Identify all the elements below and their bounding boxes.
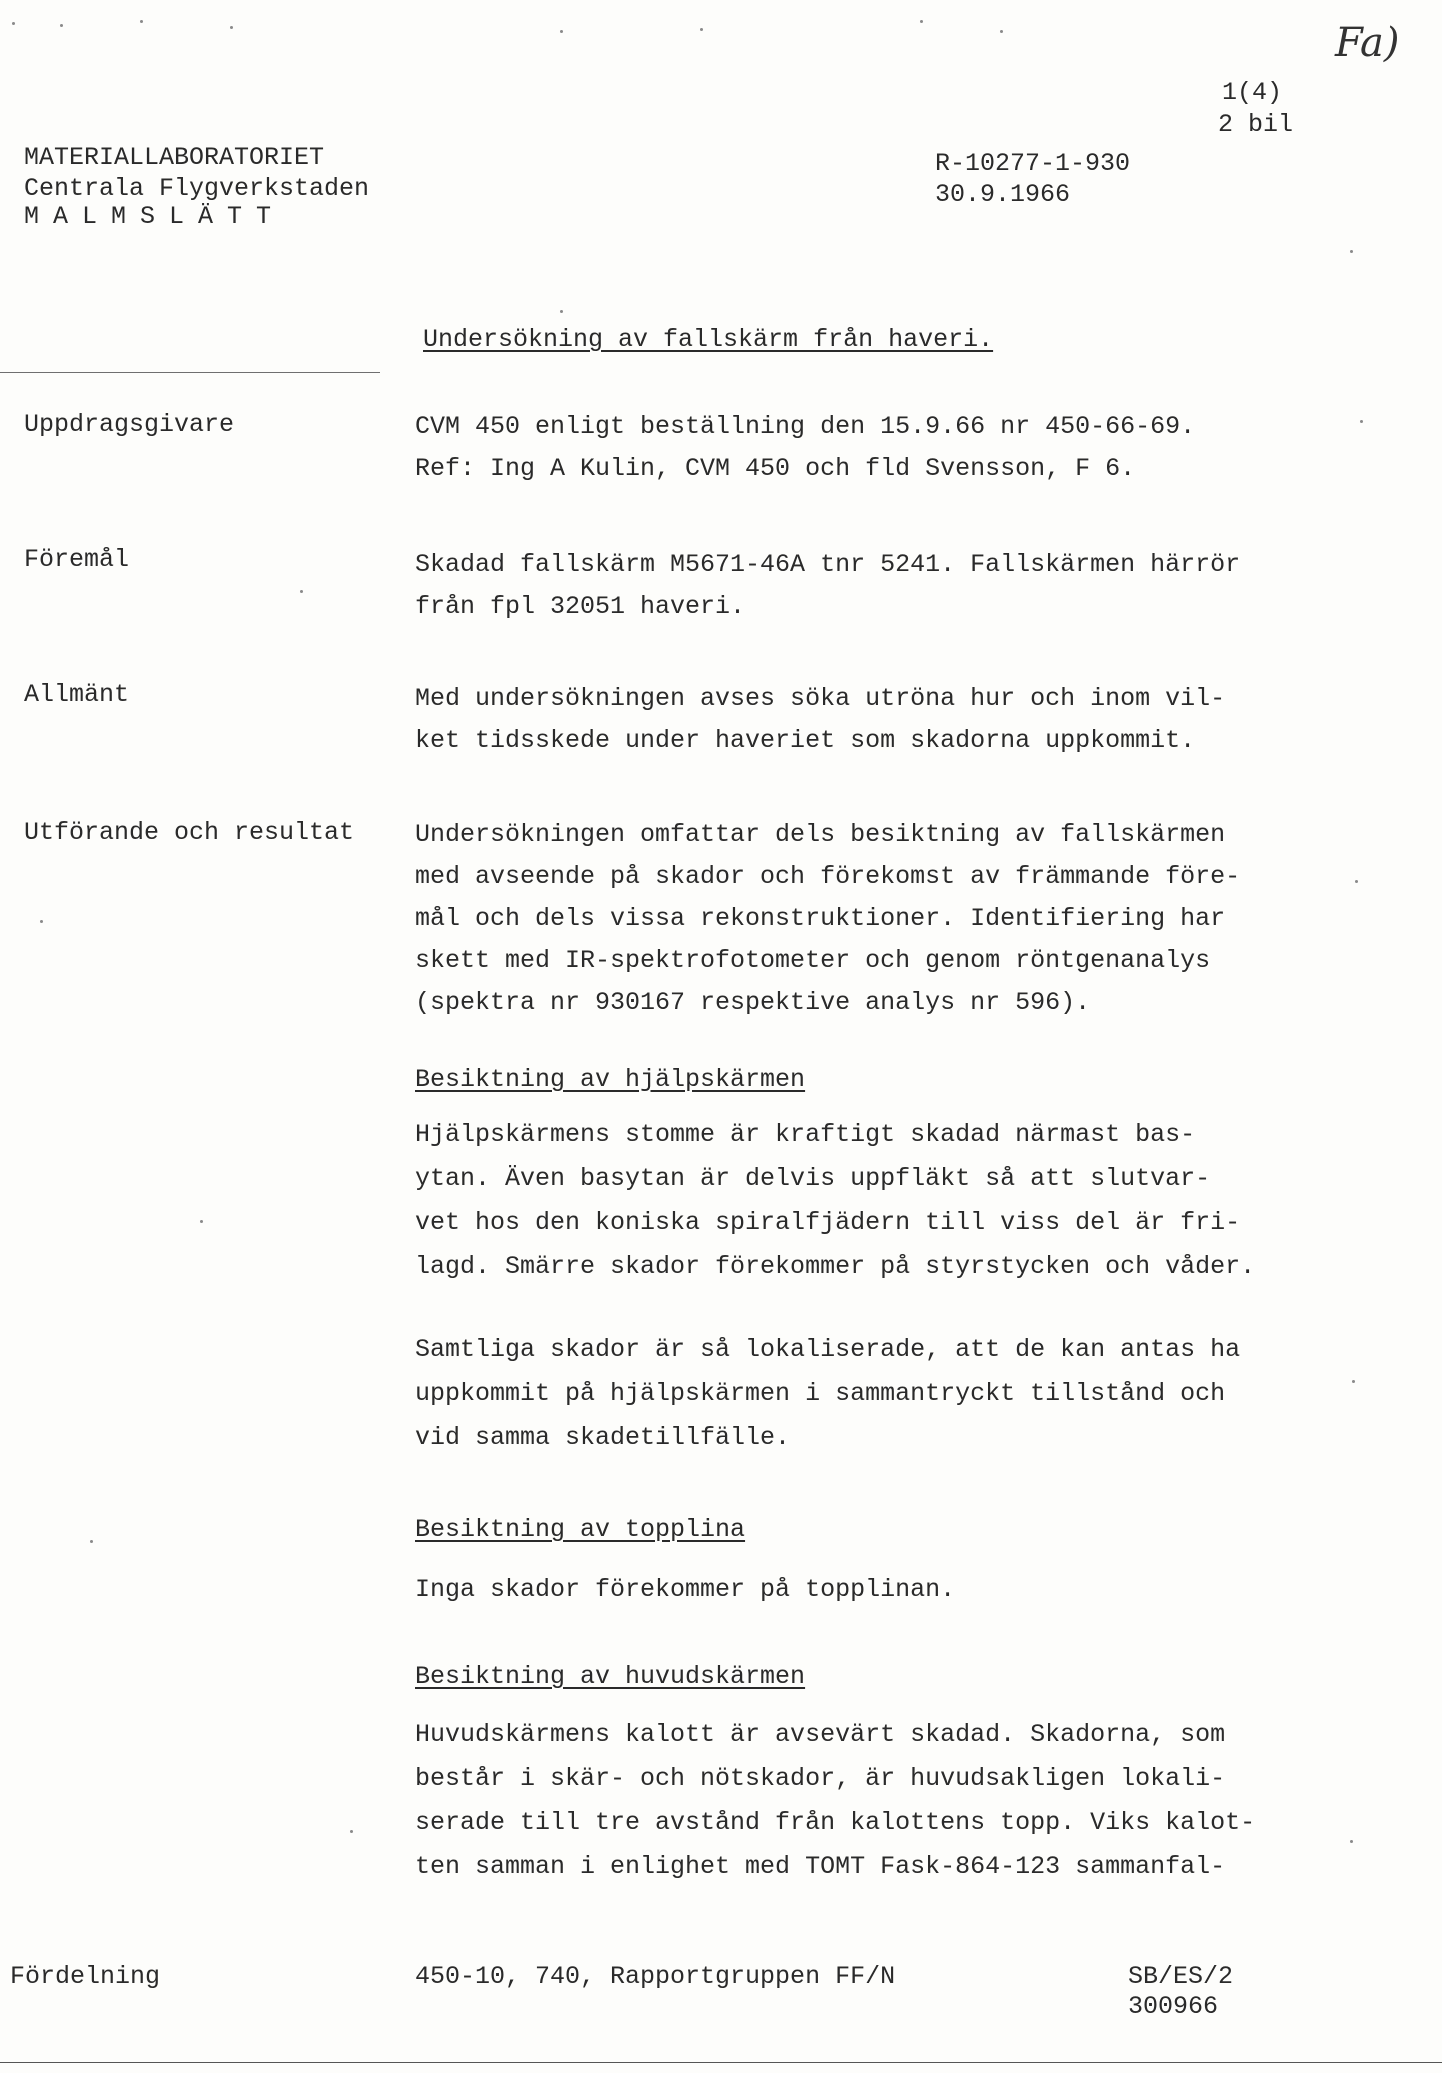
text-line: Ref: Ing A Kulin, CVM 450 och fld Svensson, F 6. xyxy=(415,454,1136,483)
text-line: består i skär- och nötskador, är huvudsakligen lokali- xyxy=(415,1764,1226,1793)
text-line: (spektra nr 930167 respektive analys nr 596). xyxy=(415,988,1091,1017)
text-line: Huvudskärmens kalott är avsevärt skadad. Skadorna, som xyxy=(415,1720,1226,1749)
text-line: ten samman i enlighet med TOMT Fask-864-123 sammanfal- xyxy=(415,1852,1226,1881)
footer-ref-number: 300966 xyxy=(1128,1992,1219,2021)
text-line: Med undersökningen avses söka utröna hur och inom vil- xyxy=(415,684,1226,713)
report-date: 30.9.1966 xyxy=(935,180,1071,209)
divider xyxy=(0,372,380,373)
footer-ref-code: SB/ES/2 xyxy=(1128,1962,1234,1991)
attachments-count: 2 bil xyxy=(1218,110,1294,139)
text-line: Skadad fallskärm M5671-46A tnr 5241. Fallskärmen härrör xyxy=(415,550,1241,579)
label-utforande: Utförande och resultat xyxy=(24,818,355,847)
org-division: Centrala Flygverkstaden xyxy=(24,174,370,203)
text-line: ket tidsskede under haveriet som skadorna uppkommit. xyxy=(415,726,1196,755)
heading-hjalpskarmen: Besiktning av hjälpskärmen xyxy=(415,1065,806,1094)
bottom-rule xyxy=(0,2062,1442,2063)
text-line: uppkommit på hjälpskärmen i sammantryckt tillstånd och xyxy=(415,1379,1226,1408)
heading-huvudskarmen: Besiktning av huvudskärmen xyxy=(415,1662,806,1691)
report-number: R-10277-1-930 xyxy=(935,149,1131,178)
text-line: med avseende på skador och förekomst av främmande före- xyxy=(415,862,1241,891)
text-line: Inga skador förekommer på topplinan. xyxy=(415,1575,956,1604)
org-name: MATERIALLABORATORIET xyxy=(24,143,325,172)
distribution-list: 450-10, 740, Rapportgruppen FF/N xyxy=(415,1962,896,1991)
text-line: lagd. Smärre skador förekommer på styrstycken och våder. xyxy=(415,1252,1256,1281)
handwritten-mark: Fa) xyxy=(1335,20,1400,66)
document-title: Undersökning av fallskärm från haveri. xyxy=(423,325,994,354)
text-line: Samtliga skador är så lokaliserade, att de kan antas ha xyxy=(415,1335,1241,1364)
text-line: CVM 450 enligt beställning den 15.9.66 nr 450-66-69. xyxy=(415,412,1196,441)
text-line: från fpl 32051 haveri. xyxy=(415,592,746,621)
text-line: Undersökningen omfattar dels besiktning av fallskärmen xyxy=(415,820,1226,849)
heading-topplina: Besiktning av topplina xyxy=(415,1515,746,1544)
text-line: vid samma skadetillfälle. xyxy=(415,1423,791,1452)
label-uppdragsgivare: Uppdragsgivare xyxy=(24,410,235,439)
label-allmant: Allmänt xyxy=(24,680,130,709)
org-location: MALMSLÄTT xyxy=(24,202,286,231)
text-line: vet hos den koniska spiralfjädern till viss del är fri- xyxy=(415,1208,1241,1237)
page-number: 1(4) xyxy=(1222,78,1283,107)
text-line: mål och dels vissa rekonstruktioner. Identifiering har xyxy=(415,904,1226,933)
text-line: ytan. Även basytan är delvis uppfläkt så att slutvar- xyxy=(415,1164,1211,1193)
text-line: serade till tre avstånd från kalottens topp. Viks kalot- xyxy=(415,1808,1256,1837)
label-fordelning: Fördelning xyxy=(10,1962,161,1991)
label-foremal: Föremål xyxy=(24,545,130,574)
text-line: Hjälpskärmens stomme är kraftigt skadad närmast bas- xyxy=(415,1120,1196,1149)
text-line: skett med IR-spektrofotometer och genom röntgenanalys xyxy=(415,946,1211,975)
